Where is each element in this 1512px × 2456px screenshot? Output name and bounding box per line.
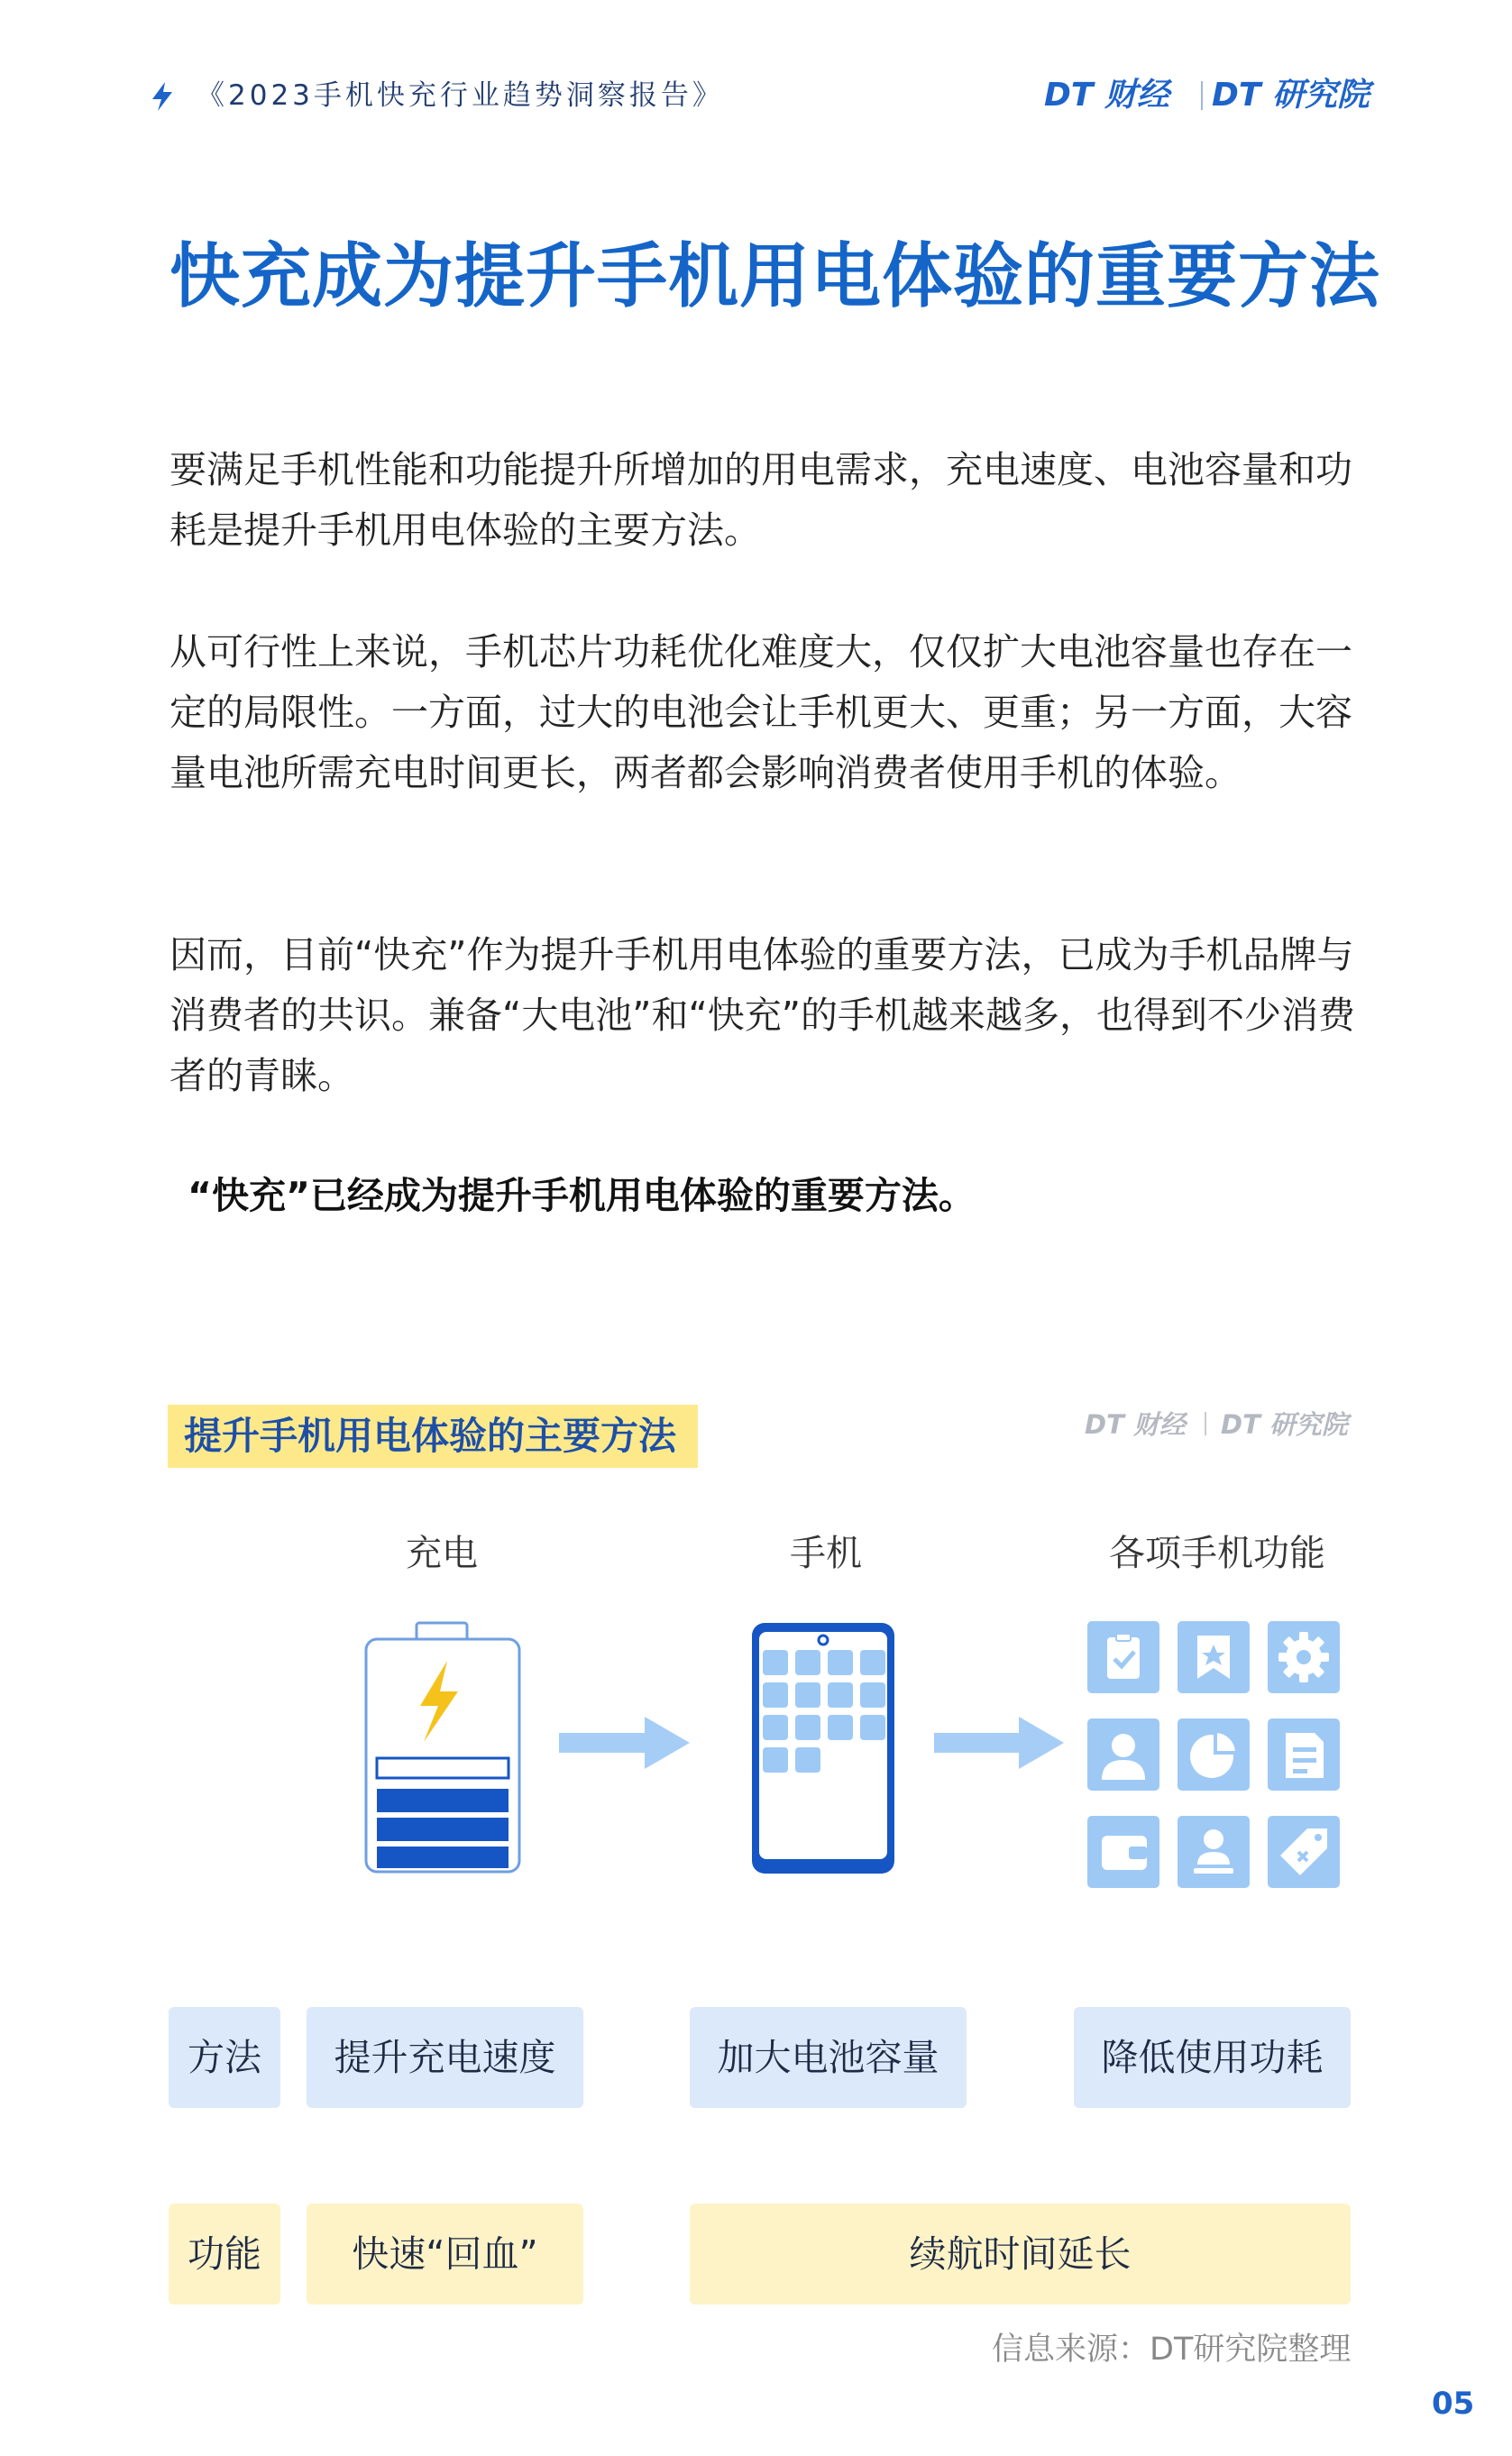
diagram-title: 提升手机用电体验的主要方法 (184, 1414, 677, 1458)
key-conclusion: “快充”已经成为提升手机用电体验的重要方法。 (188, 1174, 976, 1217)
function-icons-grid (1087, 1621, 1340, 1888)
page-number: 05 (1432, 2386, 1475, 2422)
arrow-right-icon (934, 1717, 1064, 1769)
report-title: 《2023手机快充行业趋势洞察报告》 (197, 79, 724, 112)
lightning-icon (150, 81, 175, 112)
column-label-charge: 充电 (406, 1533, 478, 1574)
column-label-functions: 各项手机功能 (1109, 1533, 1325, 1574)
method-reduce-power: 降低使用功耗 (1074, 2007, 1351, 2108)
row-label-effect: 功能 (169, 2204, 280, 2305)
page-title: 快充成为提升手机用电体验的重要方法 (170, 235, 1381, 317)
document-icon (1268, 1718, 1340, 1791)
method-battery-capacity: 加大电池容量 (690, 2007, 967, 2108)
row-label-method: 方法 (169, 2007, 280, 2108)
paragraph-3: 因而，目前“快充”作为提升手机用电体验的重要方法，已成为手机品牌与消费者的共识。兼备“大电池”和“快充”的手机越来越多，也得到不少消费者的青睐。 (170, 933, 1355, 1097)
star-bookmark-icon (1178, 1621, 1250, 1693)
brand-logo-dt-caijing: DT 财经 (1044, 77, 1169, 114)
diagram-title-highlight (168, 1405, 698, 1468)
effect-longer-endurance: 续航时间延长 (690, 2204, 1351, 2305)
id-card-icon (1178, 1816, 1250, 1888)
phone-icon (752, 1623, 894, 1874)
gear-icon (1268, 1621, 1340, 1693)
paragraph-1: 要满足手机性能和功能提升所增加的用电需求，充电速度、电池容量和功耗是提升手机用电体验的主要方法。 (170, 448, 1352, 552)
method-charge-speed: 提升充电速度 (307, 2007, 583, 2108)
user-icon (1087, 1718, 1159, 1791)
effect-quick-recharge: 快速“回血” (307, 2204, 583, 2305)
wallet-icon (1087, 1816, 1159, 1888)
source-note: 信息来源：DT研究院整理 (992, 2332, 1352, 2368)
price-tag-icon (1268, 1816, 1340, 1888)
paragraph-2: 从可行性上来说，手机芯片功耗优化难度大，仅仅扩大电池容量也存在一定的局限性。一方面，过大的电池会让手机更大、更重；另一方面，大容量电池所需充电时间更长，两者都会影响消费者使用手机的体验。 (170, 630, 1352, 794)
arrow-right-icon (559, 1717, 690, 1769)
column-label-phone: 手机 (790, 1533, 862, 1574)
diagram-brand-divider (1205, 1412, 1206, 1435)
brand-divider (1201, 81, 1203, 110)
diagram-brand-dt-research: DT 研究院 (1221, 1409, 1348, 1440)
clipboard-check-icon (1087, 1621, 1159, 1693)
brand-logo-dt-research: DT 研究院 (1212, 77, 1370, 114)
battery-icon (366, 1623, 519, 1872)
diagram-brand-dt-caijing: DT 财经 (1085, 1409, 1186, 1440)
diagram-illustration (0, 1605, 1512, 1911)
pie-chart-icon (1178, 1718, 1250, 1791)
